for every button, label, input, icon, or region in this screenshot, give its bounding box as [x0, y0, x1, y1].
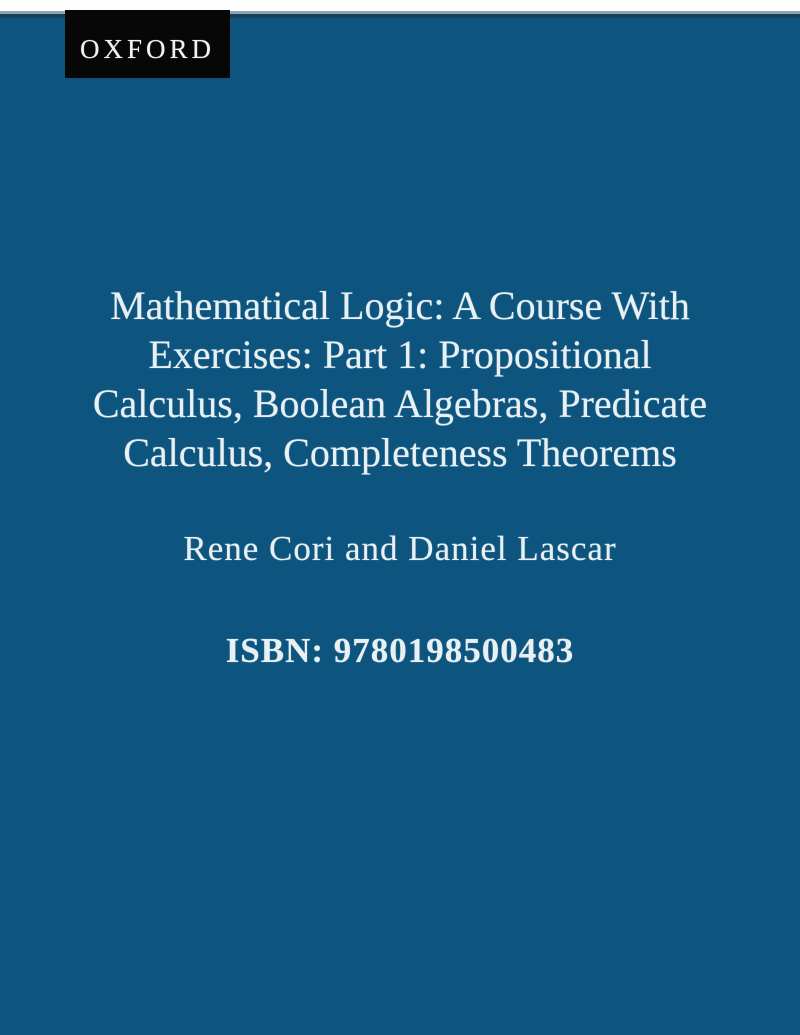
oxford-logo	[65, 10, 230, 78]
oxford-logo-text: OXFORD	[79, 33, 216, 64]
title-line-4: Calculus, Completeness Theorems	[123, 430, 677, 475]
title-line-2: Exercises: Part 1: Propositional	[148, 332, 652, 377]
isbn-text: ISBN: 9780198500483	[225, 631, 575, 670]
author-name: Rene Cori and Daniel Lascar	[183, 529, 617, 568]
title-line-1: Mathematical Logic: A Course With	[110, 283, 690, 328]
book-title	[0, 281, 800, 477]
title-line-3: Calculus, Boolean Algebras, Predicate	[92, 381, 708, 426]
